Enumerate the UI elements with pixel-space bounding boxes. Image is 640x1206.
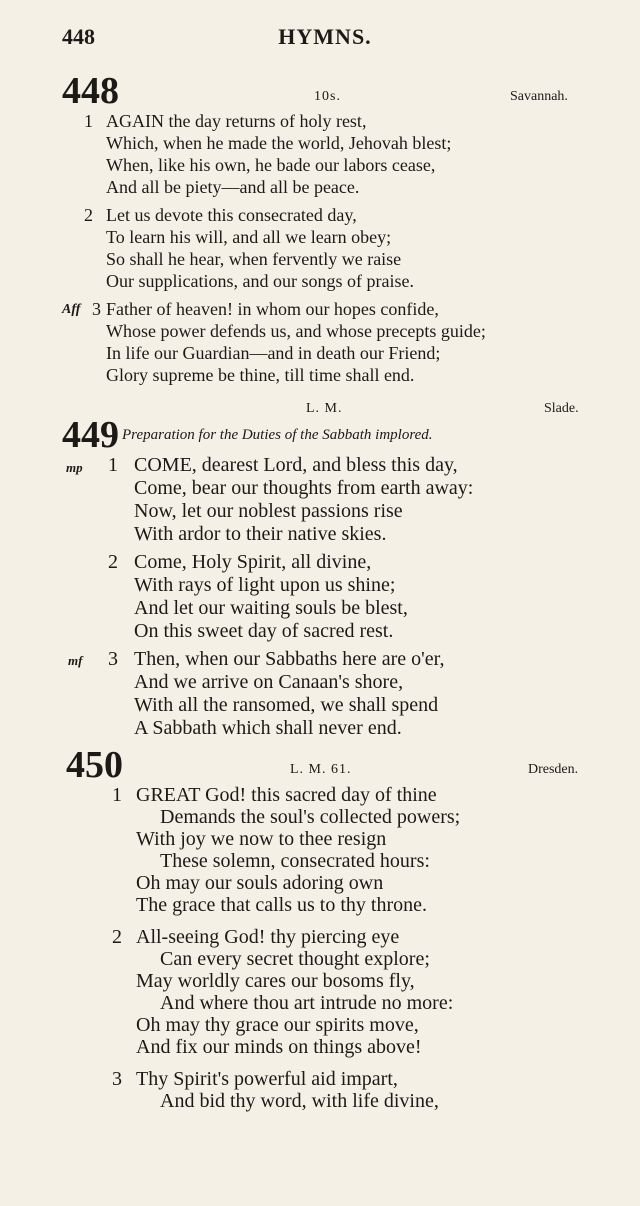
dynamic-marking: mp [66,460,83,475]
verse-number: 1 [84,111,93,131]
verse-line: And we arrive on Canaan's shore, [134,671,404,693]
verse-line: Now, let our noblest passions rise [134,500,403,522]
verse-number: 3 [92,299,101,319]
page-number: 448 [62,24,95,49]
verse-number: 2 [108,551,118,573]
verse-line: On this sweet day of sacred rest. [134,620,394,642]
verse-line: GREAT God! this sacred day of thine [136,784,437,806]
verse-number: 3 [112,1068,122,1090]
dynamic-marking: mf [68,653,83,668]
verse-line: All-seeing God! thy piercing eye [136,926,400,948]
verse-line: AGAIN the day returns of holy rest, [106,111,367,131]
verse-number: 1 [112,784,122,806]
verse-line: In life our Guardian—and in death our Friend; [106,343,441,363]
verse-line: And fix our minds on things above! [136,1036,422,1058]
verse-line: May worldly cares our bosoms fly, [136,970,415,992]
verse-line: And let our waiting souls be blest, [134,597,408,619]
hymn-number: 449 [62,414,119,456]
verse-number: 2 [112,926,122,948]
verse-line: And where thou art intrude no more: [160,992,454,1014]
verse-line: The grace that calls us to thy throne. [136,894,428,916]
verse-line: Whose power defends us, and whose precepts guide; [106,321,486,341]
verse-line: Can every secret thought explore; [160,948,430,970]
verse-line: To learn his will, and all we learn obey; [106,227,392,247]
verse-line: Demands the soul's collected powers; [160,806,461,828]
verse-line: With rays of light upon us shine; [134,574,396,596]
verse-line: Then, when our Sabbaths here are o'er, [134,648,445,670]
verse-line: And all be piety—and all be peace. [106,177,360,197]
verse-line: These solemn, consecrated hours: [160,850,430,872]
verse-number: 1 [108,454,118,476]
verse-line: Oh may our souls adoring own [136,872,384,894]
verse-line: And bid thy word, with life divine, [160,1090,439,1112]
verse-number: 2 [84,205,93,225]
verse-line: Thy Spirit's powerful aid impart, [136,1068,398,1090]
verse-line: Let us devote this consecrated day, [106,205,357,225]
verse-line: Which, when he made the world, Jehovah blest; [106,133,452,153]
hymn-meter: L. M. [306,401,343,416]
verse-line: Father of heaven! in whom our hopes confide, [106,299,439,319]
hymn-meter: 10s. [314,89,341,104]
page-title: HYMNS. [278,24,372,49]
hymn-number: 448 [62,70,119,112]
verse-line: Come, Holy Spirit, all divine, [134,551,372,573]
verse-line: COME, dearest Lord, and bless this day, [134,454,458,476]
verse-line: Glory supreme be thine, till time shall end. [106,365,415,385]
verse-line: Our supplications, and our songs of praise. [106,271,414,291]
hymn-subtitle: Preparation for the Duties of the Sabbath implored. [122,427,433,443]
tune-name: Dresden. [528,762,579,777]
verse-line: Come, bear our thoughts from earth away: [134,477,474,499]
hymn-meter: L. M. 61. [290,762,352,777]
verse-line: A Sabbath which shall never end. [134,717,402,739]
verse-line: When, like his own, he bade our labors cease, [106,155,436,175]
tune-name: Slade. [544,401,579,416]
tune-name: Savannah. [510,89,568,104]
running-head [0,24,640,54]
verse-line: Oh may thy grace our spirits move, [136,1014,419,1036]
dynamic-marking: Aff [62,302,81,317]
verse-line: So shall he hear, when fervently we raise [106,249,402,269]
hymn-number: 450 [66,744,123,786]
verse-line: With ardor to their native skies. [134,523,387,545]
verse-number: 3 [108,648,118,670]
verse-line: With all the ransomed, we shall spend [134,694,439,716]
verse-line: With joy we now to thee resign [136,828,387,850]
